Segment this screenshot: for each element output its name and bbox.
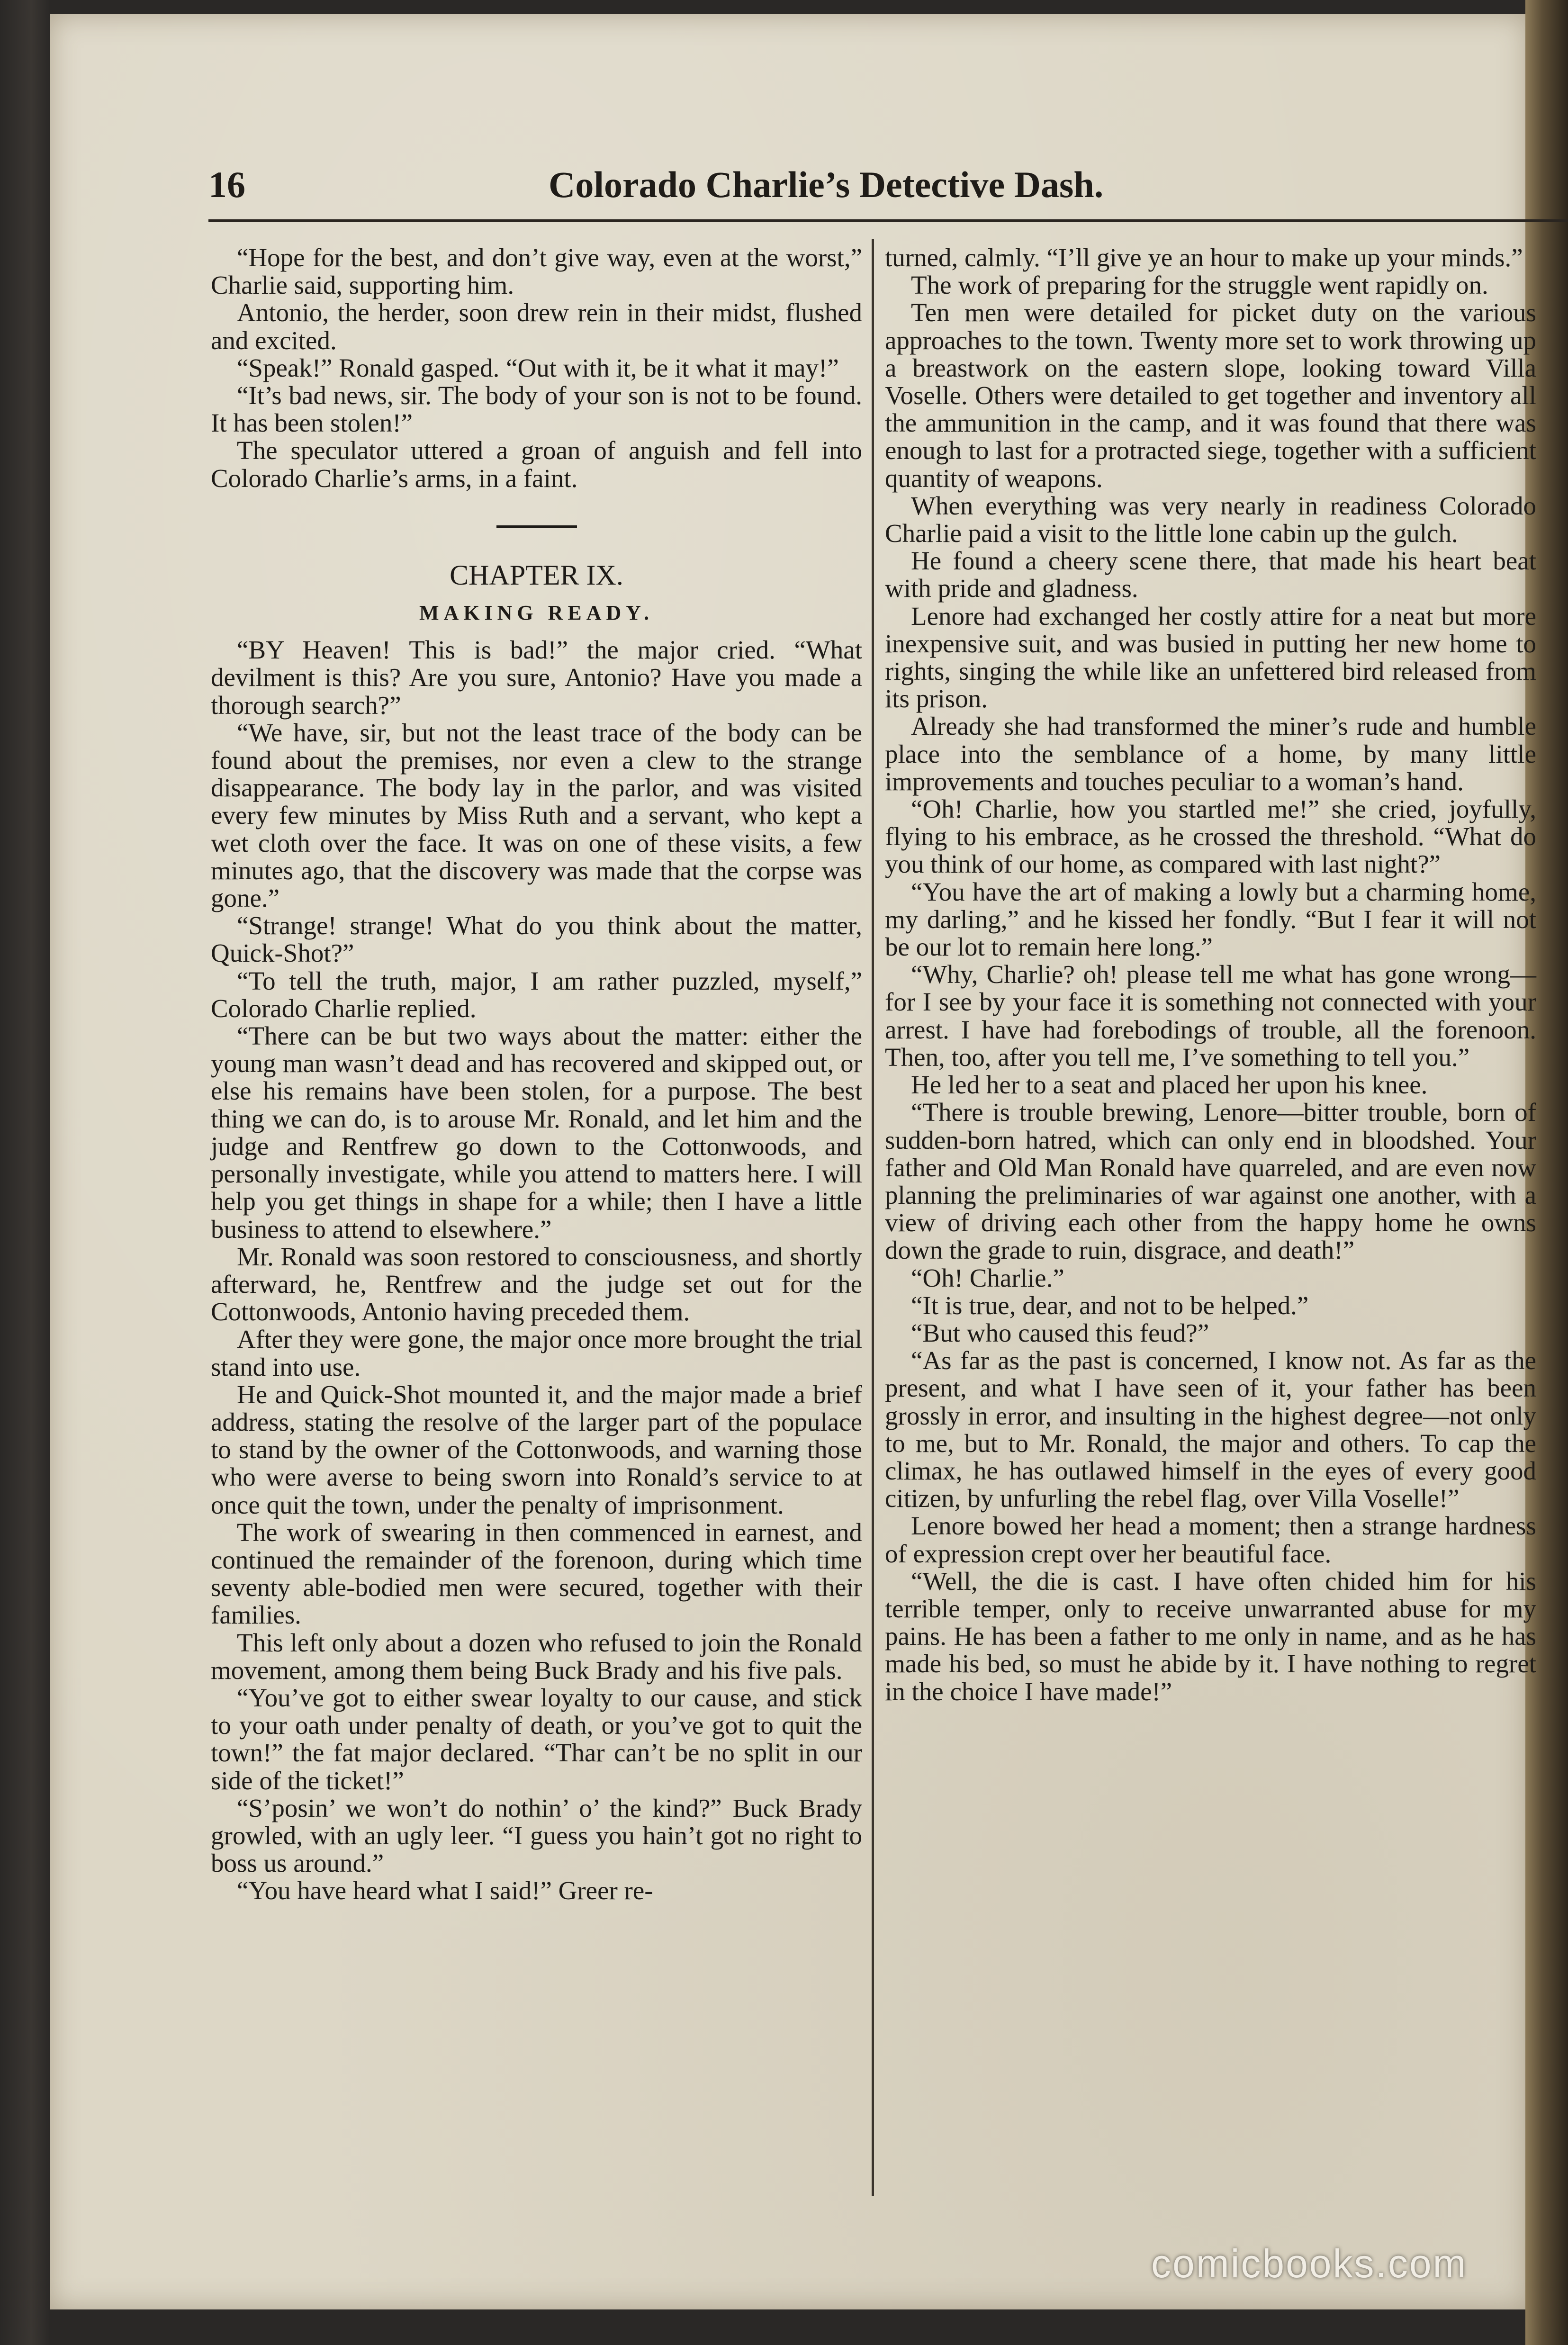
paragraph: “It’s bad news, sir. The body of your son is not to be found. It has been stolen!” [211,381,862,438]
paragraph: “As far as the past is concerned, I know not. As far as the present, and what I have seen of it, your father has been grossly in error, and insulting in the highest degree—not only to me, but to Mr. Ronald, the major and others. To cap the climax, he has outlawed himself in the eyes of every good citizen, by unfurling the rebel flag, over Villa Voselle!” [885,1346,1536,1513]
paragraph: “Well, the die is cast. I have often chided him for his terrible temper, only to receive unwarranted abuse for my pains. He has been a father to me only in name, and as he has made his bed, so must he abide by it. I have nothing to regret in the choice I have made!” [885,1566,1536,1706]
paragraph: “Speak!” Ronald gasped. “Out with it, be it what it may!” [237,353,839,382]
paragraph: He found a cheery scene there, that made his heart beat with pride and gladness. [885,546,1536,603]
paragraph: “You have the art of making a lowly but a charming home, my darling,” and he kissed her fondly. “But I fear it will not be our lot to remain here long.” [885,877,1536,962]
paragraph: turned, calmly. “I’ll give ye an hour to make up your minds.” [885,243,1523,272]
watermark-text: comicbooks.com [1151,2241,1468,2286]
paragraph: When everything was very nearly in readiness Colorado Charlie paid a visit to the little lone cabin up the gulch. [885,491,1536,548]
paragraph: Antonio, the herder, soon drew rein in their midst, flushed and excited. [211,298,862,355]
page-number: 16 [208,164,245,205]
paragraph: “Oh! Charlie.” [911,1263,1064,1292]
left-intro-paragraphs [211,244,862,492]
paragraph: The work of swearing in then commenced in earnest, and continued the remainder of the forenoon, during which time seventy able-bodied men were secured, together with their families. [211,1517,862,1630]
section-separator [496,525,577,528]
paragraph: The speculator uttered a groan of anguish and fell into Colorado Charlie’s arms, in a faint. [211,436,862,493]
paragraph: He and Quick-Shot mounted it, and the major made a brief address, stating the resolve of the larger part of the populace to stand by the owner of the Cottonwoods, and warning those who were averse to being sworn into Ronald’s service to at once quit the town, under the penalty of imprisonment. [211,1380,862,1519]
paragraph: “Oh! Charlie, how you startled me!” she cried, joyfully, flying to his embrace, as he crossed the threshold. “What do you think of our home, as compared with last night?” [885,794,1536,879]
paragraph: “We have, sir, but not the least trace of the body can be found about the premises, nor even a clew to the strange disappearance. The body lay in the parlor, and was visited every few minutes by Miss Ruth and a servant, who kept a wet cloth over the face. It was on one of these visits, a few minutes ago, that the discovery was made that the corpse was gone.” [211,718,862,913]
paragraph: This left only about a dozen who refused to join the Ronald movement, among them being Buck Brady and his five pals. [211,1628,862,1685]
paragraph: The work of preparing for the struggle went rapidly on. [911,271,1488,300]
column-divider [872,239,874,2196]
paragraph: Lenore bowed her head a moment; then a strange hardness of expression crept over her beautiful face. [885,1511,1536,1568]
chapter-subtitle: MAKING READY. [419,601,654,625]
paragraph: “Hope for the best, and don’t give way, even at the worst,” Charlie said, supporting him. [211,243,862,300]
chapter-title: CHAPTER IX. [450,559,623,591]
paragraph: “To tell the truth, major, I am rather puzzled, myself,” Colorado Charlie replied. [211,966,862,1023]
header-rule [208,219,1568,222]
paragraph: “Strange! strange! What do you think about the matter, Quick-Shot?” [211,911,862,968]
paragraph: “But who caused this feud?” [911,1318,1209,1347]
paragraph: After they were gone, the major once more brought the trial stand into use. [211,1325,862,1381]
paragraph: “BY Heaven! This is bad!” the major cried. “What devilment is this? Are you sure, Antonio? Have you made a thorough search?” [211,635,862,720]
paragraph: Already she had transformed the miner’s rude and humble place into the semblance of a home, by many little improvements and touches peculiar to a woman’s hand. [885,712,1536,796]
paragraph: He led her to a seat and placed her upon his knee. [911,1070,1428,1100]
left-column [211,244,862,1905]
left-chapter-paragraphs [211,636,862,1904]
paragraph: “S’posin’ we won’t do nothin’ o’ the kind?” Buck Brady growled, with an ugly leer. “I guess you hain’t got no right to boss us around.” [211,1793,862,1878]
paragraph: “There is trouble brewing, Lenore—bitter trouble, born of sudden-born hatred, which can only end in bloodshed. Your father and Old Man Ronald have quarreled, and are even now planning the preliminaries of war against one another, with a view of driving each other from the happy home he owns down the grade to ruin, disgrace, and death!” [885,1098,1536,1265]
paragraph: Mr. Ronald was soon restored to consciousness, and shortly afterward, he, Rentfrew and the judge set out for the Cottonwoods, Antonio having preceded them. [211,1242,862,1326]
page-header [142,159,1459,220]
paragraph: “You’ve got to either swear loyalty to our cause, and stick to your oath under penalty of death, or you’ve got to quit the town!” the fat major declared. “Thar can’t be no split in our side of the ticket!” [211,1683,862,1795]
paragraph: “Why, Charlie? oh! please tell me what has gone wrong—for I see by your face it is something not connected with your arrest. I have had forebodings of trouble, all the forenoon. Then, too, after you tell me, I’ve something to tell you.” [885,960,1536,1072]
right-column [885,244,1536,1705]
paragraph: “There can be but two ways about the matter: either the young man wasn’t dead and has recovered and skipped out, or else his remains have been stolen, for a purpose. The best thing we can do, is to arouse Mr. Ronald, and let him and the judge and Rentfrew go down to the Cottonwoods, and personally investigate, while you attend to matters here. I will help you get things in shape for a while; then I have a little business to attend to elsewhere.” [211,1021,862,1244]
paragraph: “You have heard what I said!” Greer re- [237,1876,653,1905]
paragraph: Ten men were detailed for picket duty on the various approaches to the town. Twenty more set to work throwing up a breastwork on the eastern slope, looking toward Villa Voselle. Others were detailed to get together and inventory all the ammunition in the camp, and it was found that there was enough to last for a protracted siege, together with a sufficient quantity of weapons. [885,298,1536,493]
paragraph: “It is true, dear, and not to be helped.” [911,1290,1309,1320]
paragraph: Lenore had exchanged her costly attire for a neat but more inexpensive suit, and was busied in putting her new home to rights, singing the while like an unfettered bird released from its prison. [885,601,1536,713]
running-title: Colorado Charlie’s Detective Dash. [549,164,1104,205]
